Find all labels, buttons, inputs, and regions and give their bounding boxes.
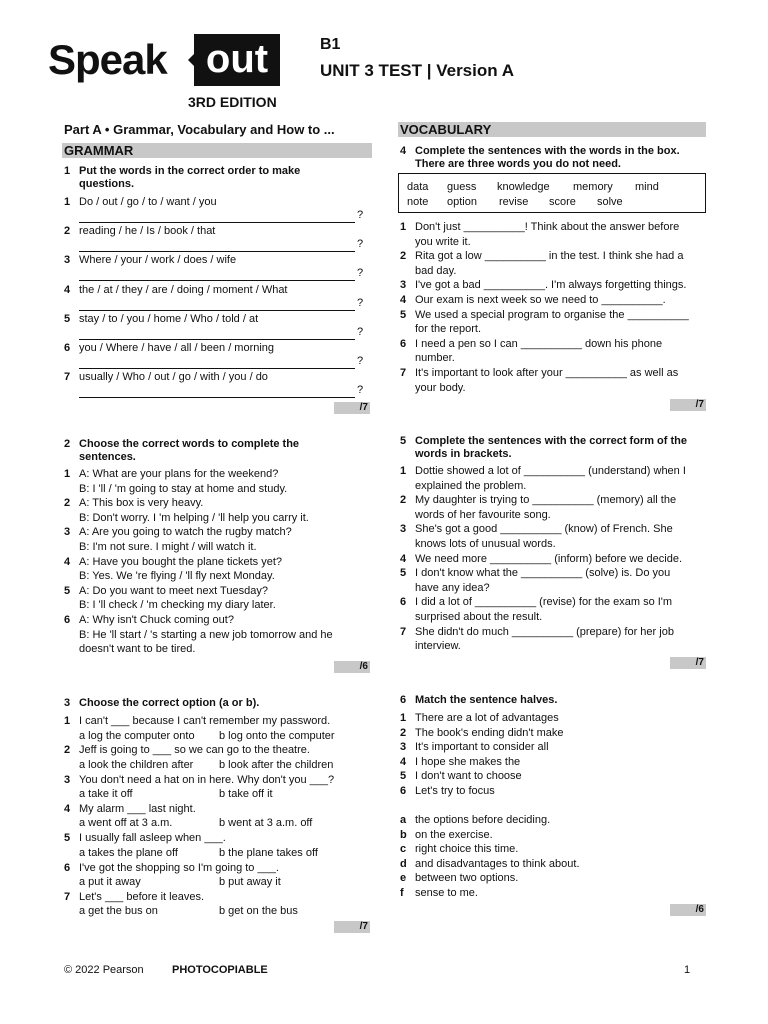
q5-line bbox=[400, 537, 706, 551]
speakout-logo bbox=[48, 34, 280, 90]
q2-text: A: Have you bought the plane tickets yet? bbox=[79, 555, 283, 568]
q5-instruction: 5 Complete the sentences with the correct form of the words in brackets. bbox=[400, 435, 687, 460]
q2-text: B: Yes. We 're flying / 'll fly next Monday. bbox=[79, 570, 275, 583]
q5-line bbox=[400, 552, 706, 566]
q3-question: You don't need a hat on in here. Why don't you ___? bbox=[79, 773, 335, 786]
word-box-word: score bbox=[549, 196, 576, 208]
q1-prompt: stay / to / you / home / Who / told / at bbox=[79, 313, 259, 325]
q6-half bbox=[400, 740, 700, 754]
q5-text: words of her favourite song. bbox=[415, 508, 551, 521]
q5-line bbox=[400, 610, 706, 624]
q4-line bbox=[400, 278, 706, 292]
q4-line bbox=[400, 308, 706, 322]
item-letter: a bbox=[400, 814, 407, 826]
item-number: 6 bbox=[64, 614, 71, 626]
q3-question: Jeff is going to ___ so we can go to the theatre. bbox=[79, 744, 310, 757]
q2-text: A: Why isn't Chuck coming out? bbox=[79, 614, 234, 626]
item-number: 6 bbox=[64, 861, 71, 874]
q1-prompt: reading / he / Is / book / that bbox=[79, 225, 216, 237]
option-a: a look the children after bbox=[79, 758, 194, 771]
question-mark: ? bbox=[357, 267, 364, 279]
footer-page-number: 1 bbox=[684, 964, 691, 976]
option-b: b the plane takes off bbox=[219, 846, 318, 859]
q5-text: surprised about the result. bbox=[415, 611, 543, 623]
q3-instruction: 3 Choose the correct option (a or b). bbox=[64, 697, 260, 709]
q3-question: Let's ___ before it leaves. bbox=[79, 890, 205, 903]
footer-copyright: © 2022 Pearson bbox=[64, 964, 144, 976]
q4-text: Our exam is next week so we need to __________. bbox=[415, 294, 666, 306]
q2-text: A: What are your plans for the weekend? bbox=[79, 468, 279, 480]
q4-line bbox=[400, 366, 706, 380]
q4-line bbox=[400, 337, 706, 351]
q6-half-text: Let's try to focus bbox=[415, 785, 495, 797]
part-title: Part A • Grammar, Vocabulary and How to ... bbox=[64, 122, 335, 137]
q1-prompt: you / Where / have / all / been / morning bbox=[79, 342, 275, 354]
q6-ending bbox=[400, 886, 700, 900]
q4-instruction: 4 Complete the sentences with the words in the box. There are three words you do not need. bbox=[400, 145, 680, 170]
item-number: 6 bbox=[400, 785, 407, 797]
logo-out-text: out bbox=[194, 34, 280, 86]
option-a: a went off at 3 a.m. bbox=[79, 817, 173, 830]
q6-half bbox=[400, 711, 700, 725]
q5-line bbox=[400, 639, 706, 653]
q6-ending bbox=[400, 871, 700, 885]
q5-line bbox=[400, 464, 706, 478]
q1-item bbox=[64, 253, 364, 281]
q2-text: B: I 'll check / 'm checking my diary later. bbox=[79, 599, 276, 612]
item-number: 1 bbox=[400, 712, 407, 724]
q5-text: interview. bbox=[415, 640, 461, 653]
question-mark: ? bbox=[357, 355, 364, 367]
q5-text: My daughter is trying to __________ (memory) all the bbox=[415, 494, 677, 507]
q4-line bbox=[400, 381, 706, 395]
q5-line bbox=[400, 522, 706, 536]
q2-text: doesn't want to be tired. bbox=[79, 643, 196, 656]
q1-prompt: Where / your / work / does / wife bbox=[79, 254, 237, 266]
item-number: 2 bbox=[64, 744, 71, 757]
option-a: a log the computer onto bbox=[79, 729, 195, 742]
q3-item bbox=[64, 831, 364, 859]
word-box-word: solve bbox=[597, 196, 623, 208]
q6-ending bbox=[400, 857, 700, 871]
option-b: b log onto the computer bbox=[219, 729, 335, 742]
q2-text: A: Do you want to meet next Tuesday? bbox=[79, 584, 268, 597]
q6-ending bbox=[400, 813, 700, 827]
q4-line bbox=[400, 235, 706, 249]
q1-item bbox=[64, 341, 364, 369]
q5-line bbox=[400, 493, 706, 507]
word-box-word: note bbox=[407, 196, 429, 208]
q5-line bbox=[400, 581, 706, 595]
q2-text: B: I'm not sure. I might / will watch it. bbox=[79, 541, 257, 553]
q6-half-text: I hope she makes the bbox=[415, 755, 521, 768]
q6-ending-text: and disadvantages to think about. bbox=[415, 857, 580, 870]
q5-line bbox=[400, 508, 706, 522]
item-number: 5 bbox=[64, 313, 71, 325]
item-number: 4 bbox=[64, 802, 71, 815]
q2-line bbox=[64, 555, 364, 569]
item-number: 1 bbox=[64, 196, 71, 208]
q1-prompt: usually / Who / out / go / with / you / do bbox=[79, 371, 268, 383]
q3-question: I can't ___ because I can't remember my password. bbox=[79, 715, 331, 727]
q4-line bbox=[400, 249, 706, 263]
q5-score: /7 bbox=[670, 657, 706, 669]
option-a: a get the bus on bbox=[79, 905, 158, 918]
q5-text: She's got a good __________ (know) of French. She bbox=[415, 523, 673, 536]
question-mark: ? bbox=[357, 209, 364, 221]
q4-line bbox=[400, 351, 706, 365]
q1-item bbox=[64, 283, 364, 311]
item-number: 7 bbox=[400, 367, 407, 379]
q4-text: for the report. bbox=[415, 323, 482, 336]
q6-ending bbox=[400, 842, 700, 856]
item-number: 2 bbox=[400, 726, 407, 739]
q4-text: We used a special program to organise the __________ bbox=[415, 308, 689, 321]
question-mark: ? bbox=[357, 326, 364, 338]
q6-half-text: I don't want to choose bbox=[415, 770, 522, 783]
item-number: 5 bbox=[400, 567, 407, 580]
word-box-word: option bbox=[447, 196, 477, 208]
q6-half-text: The book's ending didn't make bbox=[415, 726, 564, 739]
item-number: 1 bbox=[64, 715, 71, 727]
item-number: 2 bbox=[64, 497, 71, 510]
q3-question: I've got the shopping so I'm going to ___. bbox=[79, 861, 279, 874]
item-number: 3 bbox=[400, 523, 407, 536]
logo-speak-text: Speak bbox=[48, 36, 167, 83]
item-number: 5 bbox=[64, 584, 71, 597]
q4-text: number. bbox=[415, 352, 455, 365]
option-b: b went at 3 a.m. off bbox=[219, 817, 313, 830]
q2-line bbox=[64, 598, 364, 612]
question-mark: ? bbox=[357, 384, 364, 396]
vocabulary-section-header: VOCABULARY bbox=[398, 122, 706, 137]
q3-question: My alarm ___ last night. bbox=[79, 802, 196, 815]
option-b: b take off it bbox=[219, 788, 273, 801]
item-number: 2 bbox=[400, 494, 407, 507]
answer-line bbox=[79, 222, 355, 223]
q5-text: I don't know what the __________ (solve) is. Do you bbox=[415, 567, 671, 580]
option-a: a takes the plane off bbox=[79, 846, 178, 859]
q4-text: your body. bbox=[415, 381, 466, 394]
q2-text: A: This box is very heavy. bbox=[79, 497, 204, 510]
answer-line bbox=[79, 310, 355, 311]
grammar-section-header: GRAMMAR bbox=[62, 143, 372, 158]
item-number: 4 bbox=[64, 284, 71, 296]
item-number: 3 bbox=[64, 773, 71, 786]
item-number: 4 bbox=[400, 755, 407, 768]
word-box-word: memory bbox=[573, 181, 613, 193]
q1-prompt: Do / out / go / to / want / you bbox=[79, 196, 217, 208]
q5-line bbox=[400, 595, 706, 609]
item-number: 1 bbox=[400, 465, 407, 477]
q2-line bbox=[64, 467, 364, 481]
q5-line bbox=[400, 625, 706, 639]
answer-line bbox=[79, 251, 355, 252]
q6-ending-text: on the exercise. bbox=[415, 828, 493, 841]
level-label: B1 bbox=[320, 36, 341, 53]
word-box-word: data bbox=[407, 181, 429, 193]
q4-line bbox=[400, 322, 706, 336]
q2-text: A: Are you going to watch the rugby match? bbox=[79, 526, 292, 539]
q4-text: Rita got a low __________ in the test. I think she had a bbox=[415, 250, 684, 263]
q6-ending-text: between two options. bbox=[415, 872, 519, 885]
q5-text: knows lots of unusual words. bbox=[415, 538, 556, 550]
q2-line bbox=[64, 540, 364, 554]
item-number: 4 bbox=[64, 555, 71, 568]
q6-half bbox=[400, 784, 700, 798]
q2-line bbox=[64, 584, 364, 598]
q2-text: B: I 'll / 'm going to stay at home and study. bbox=[79, 482, 288, 495]
q2-line bbox=[64, 628, 364, 642]
word-box-word: mind bbox=[635, 181, 659, 193]
item-number: 7 bbox=[64, 371, 71, 383]
q5-text: have any idea? bbox=[415, 581, 490, 594]
q3-item bbox=[64, 714, 364, 742]
q2-line bbox=[64, 642, 364, 656]
option-a: a put it away bbox=[79, 876, 141, 888]
q1-item bbox=[64, 370, 364, 398]
q4-text: It's important to look after your __________ as well as bbox=[415, 367, 679, 379]
q3-question: I usually fall asleep when ___. bbox=[79, 832, 226, 845]
q1-prompt: the / at / they / are / doing / moment / What bbox=[79, 284, 288, 296]
q3-item bbox=[64, 743, 364, 771]
footer-photocopiable: PHOTOCOPIABLE bbox=[172, 964, 268, 976]
q6-half bbox=[400, 755, 700, 769]
q2-line bbox=[64, 482, 364, 496]
test-title: UNIT 3 TEST | Version A bbox=[320, 61, 514, 80]
q4-text: Don't just __________! Think about the answer before bbox=[415, 221, 680, 233]
q6-half bbox=[400, 726, 700, 740]
word-box-word: knowledge bbox=[497, 181, 550, 193]
q2-text: B: Don't worry. I 'm helping / 'll help you carry it. bbox=[79, 511, 309, 524]
answer-line bbox=[79, 280, 355, 281]
item-number: 6 bbox=[400, 337, 407, 350]
word-box bbox=[398, 173, 706, 213]
item-number: 1 bbox=[64, 468, 71, 480]
item-number: 3 bbox=[64, 254, 71, 266]
q3-item bbox=[64, 890, 364, 918]
q5-line bbox=[400, 566, 706, 580]
item-letter: d bbox=[400, 857, 407, 870]
q6-half-text: It's important to consider all bbox=[415, 741, 549, 754]
item-letter: c bbox=[400, 843, 407, 856]
q1-item bbox=[64, 195, 364, 223]
item-number: 2 bbox=[64, 225, 71, 237]
answer-line bbox=[79, 397, 355, 398]
item-number: 1 bbox=[400, 221, 407, 233]
q2-instruction: 2 Choose the correct words to complete the sentences. bbox=[64, 438, 300, 463]
word-box-word: revise bbox=[499, 196, 529, 208]
item-number: 3 bbox=[400, 279, 407, 292]
q4-text: I need a pen so I can __________ down his phone bbox=[415, 337, 663, 350]
q5-line bbox=[400, 479, 706, 493]
q2-line bbox=[64, 496, 364, 510]
question-mark: ? bbox=[357, 297, 364, 309]
q5-text: I did a lot of __________ (revise) for the exam so I'm bbox=[415, 596, 673, 609]
q4-score: /7 bbox=[670, 399, 706, 411]
q1-instruction: 1 Put the words in the correct order to make questions. bbox=[64, 165, 301, 190]
q1-item bbox=[64, 224, 364, 252]
q3-item bbox=[64, 802, 364, 830]
option-b: b look after the children bbox=[219, 758, 334, 771]
q6-ending-text: sense to me. bbox=[415, 887, 478, 899]
item-letter: e bbox=[400, 872, 407, 885]
option-b: b put away it bbox=[219, 876, 281, 888]
q6-ending bbox=[400, 828, 700, 842]
item-number: 5 bbox=[64, 832, 71, 845]
q1-item bbox=[64, 312, 364, 340]
item-number: 7 bbox=[64, 890, 71, 903]
option-a: a take it off bbox=[79, 788, 133, 801]
q3-item bbox=[64, 861, 364, 889]
word-box-word: guess bbox=[447, 181, 477, 193]
answer-line bbox=[79, 368, 355, 369]
q6-score: /6 bbox=[670, 904, 706, 916]
question-mark: ? bbox=[357, 238, 364, 250]
q2-line bbox=[64, 613, 364, 627]
q1-score: /7 bbox=[334, 402, 370, 414]
q5-text: She didn't do much __________ (prepare) for her job bbox=[415, 625, 674, 638]
item-number: 3 bbox=[64, 526, 71, 539]
item-letter: b bbox=[400, 828, 407, 841]
q4-line bbox=[400, 264, 706, 278]
q4-line bbox=[400, 293, 706, 307]
item-number: 5 bbox=[400, 308, 407, 321]
q4-text: I've got a bad __________. I'm always forgetting things. bbox=[415, 279, 687, 292]
q4-line bbox=[400, 220, 706, 234]
q5-text: We need more __________ (inform) before we decide. bbox=[415, 552, 683, 565]
q4-text: bad day. bbox=[415, 264, 457, 277]
item-number: 5 bbox=[400, 770, 407, 783]
item-number: 4 bbox=[400, 294, 407, 306]
item-number: 3 bbox=[400, 741, 407, 754]
q4-text: you write it. bbox=[415, 235, 471, 248]
q3-score: /7 bbox=[334, 921, 370, 933]
q2-text: B: He 'll start / 's starting a new job tomorrow and he bbox=[79, 628, 333, 641]
item-number: 2 bbox=[400, 250, 407, 263]
q6-half-text: There are a lot of advantages bbox=[415, 712, 559, 724]
q6-half bbox=[400, 769, 700, 783]
q2-line bbox=[64, 525, 364, 539]
q5-text: Dottie showed a lot of __________ (understand) when I bbox=[415, 465, 686, 477]
q6-ending-text: right choice this time. bbox=[415, 843, 519, 856]
q6-ending-text: the options before deciding. bbox=[415, 814, 551, 826]
item-number: 4 bbox=[400, 552, 407, 565]
q2-score: /6 bbox=[334, 661, 370, 673]
answer-line bbox=[79, 339, 355, 340]
q2-line bbox=[64, 569, 364, 583]
item-number: 6 bbox=[64, 342, 71, 354]
item-number: 7 bbox=[400, 625, 407, 638]
item-letter: f bbox=[400, 887, 404, 899]
q5-text: explained the problem. bbox=[415, 479, 527, 492]
item-number: 6 bbox=[400, 596, 407, 609]
option-b: b get on the bus bbox=[219, 905, 298, 918]
q2-line bbox=[64, 511, 364, 525]
q3-item bbox=[64, 773, 364, 801]
q6-instruction: 6 Match the sentence halves. bbox=[400, 694, 558, 706]
edition-label: 3RD EDITION bbox=[188, 94, 277, 110]
